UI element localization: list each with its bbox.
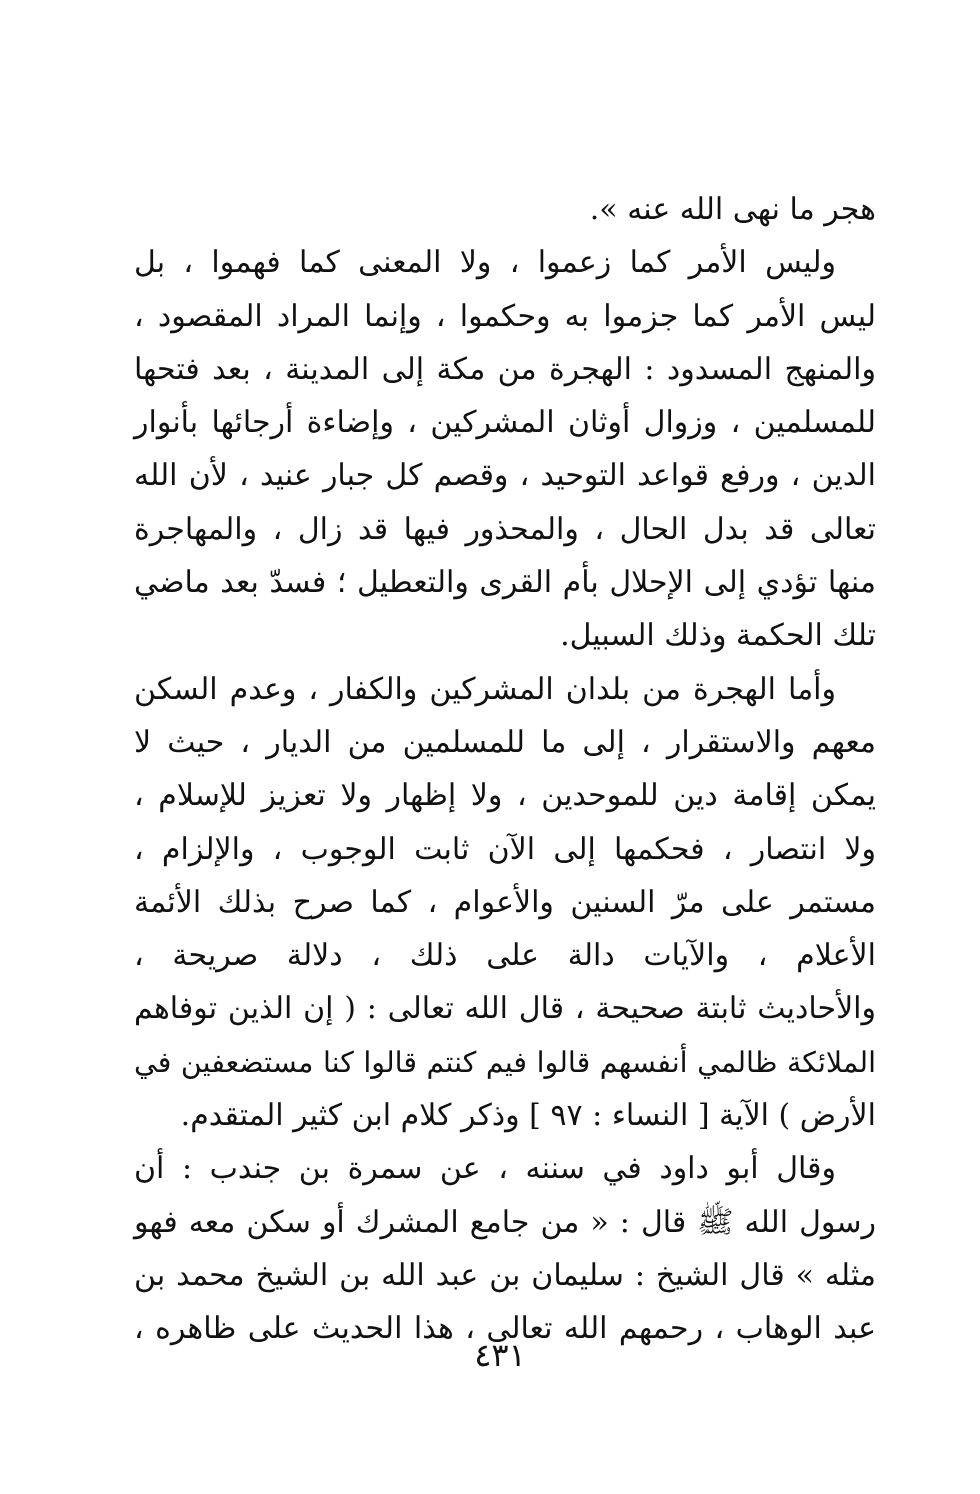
text-line-15: الأعلام ، والآيات دالة على ذلك ، دلالة صريحة ، [134, 938, 876, 974]
body-text [134, 183, 876, 1356]
text-line-16: والأحاديث ثابتة صحيحة ، قال الله تعالى : ( إن الذين توفاهم [134, 991, 876, 1027]
text-line-13: ولا انتصار ، فحكمها إلى الآن ثابت الوجوب ، والإلزام ، [134, 831, 876, 867]
text-line-18: الأرض ) الآية [ النساء : ٩٧ ] وذكر كلام ابن كثير المتقدم. [180, 1098, 876, 1134]
text-line-12: يمكن إقامة دين للموحدين ، ولا إظهار ولا تعزيز للإسلام ، [134, 778, 876, 814]
text-line-17: الملائكة ظالمي أنفسهم قالوا فيم كنتم قالوا كنا مستضعفين في [134, 1045, 876, 1079]
text-line-20: رسول الله ﷺ قال : « من جامع المشرك أو سكن معه فهو [134, 1204, 876, 1240]
text-line-1: هجر ما نهى الله عنه ». [589, 192, 876, 227]
text-line-14: مستمر على مرّ السنين والأعوام ، كما صرح بذلك الأئمة [134, 884, 876, 920]
text-line-21: مثله » قال الشيخ : سليمان بن عبد الله بن الشيخ محمد بن [134, 1257, 876, 1293]
text-line-7: تعالى قد بدل الحال ، والمحذور فيها قد زال ، والمهاجرة [134, 511, 876, 547]
page-number: ٤٣١ [474, 1336, 526, 1374]
text-line-4: والمنهج المسدود : الهجرة من مكة إلى المدينة ، بعد فتحها [134, 351, 876, 387]
text-line-19: وقال أبو داود في سننه ، عن سمرة بن جندب : أن [134, 1151, 836, 1187]
text-line-3: ليس الأمر كما جزموا به وحكموا ، وإنما المراد المقصود ، [134, 298, 876, 334]
text-line-6: الدين ، ورفع قواعد التوحيد ، وقصم كل جبار عنيد ، لأن الله [134, 458, 876, 494]
text-line-2: وليس الأمر كما زعموا ، ولا المعنى كما فهموا ، بل [134, 245, 836, 281]
text-line-11: معهم والاستقرار ، إلى ما للمسلمين من الديار ، حيث لا [134, 724, 876, 760]
text-line-22: عبد الوهاب ، رحمهم الله تعالى ، هذا الحديث على ظاهره ، [134, 1311, 876, 1347]
text-line-5: للمسلمين ، وزوال أوثان المشركين ، وإضاءة أرجائها بأنوار [134, 405, 876, 441]
text-line-8: منها تؤدي إلى الإحلال بأم القرى والتعطيل ؛ فسدّ بعد ماضي [134, 565, 876, 601]
text-line-9: تلك الحكمة وذلك السبيل. [560, 618, 876, 654]
text-line-10: وأما الهجرة من بلدان المشركين والكفار ، وعدم السكن [134, 671, 836, 707]
